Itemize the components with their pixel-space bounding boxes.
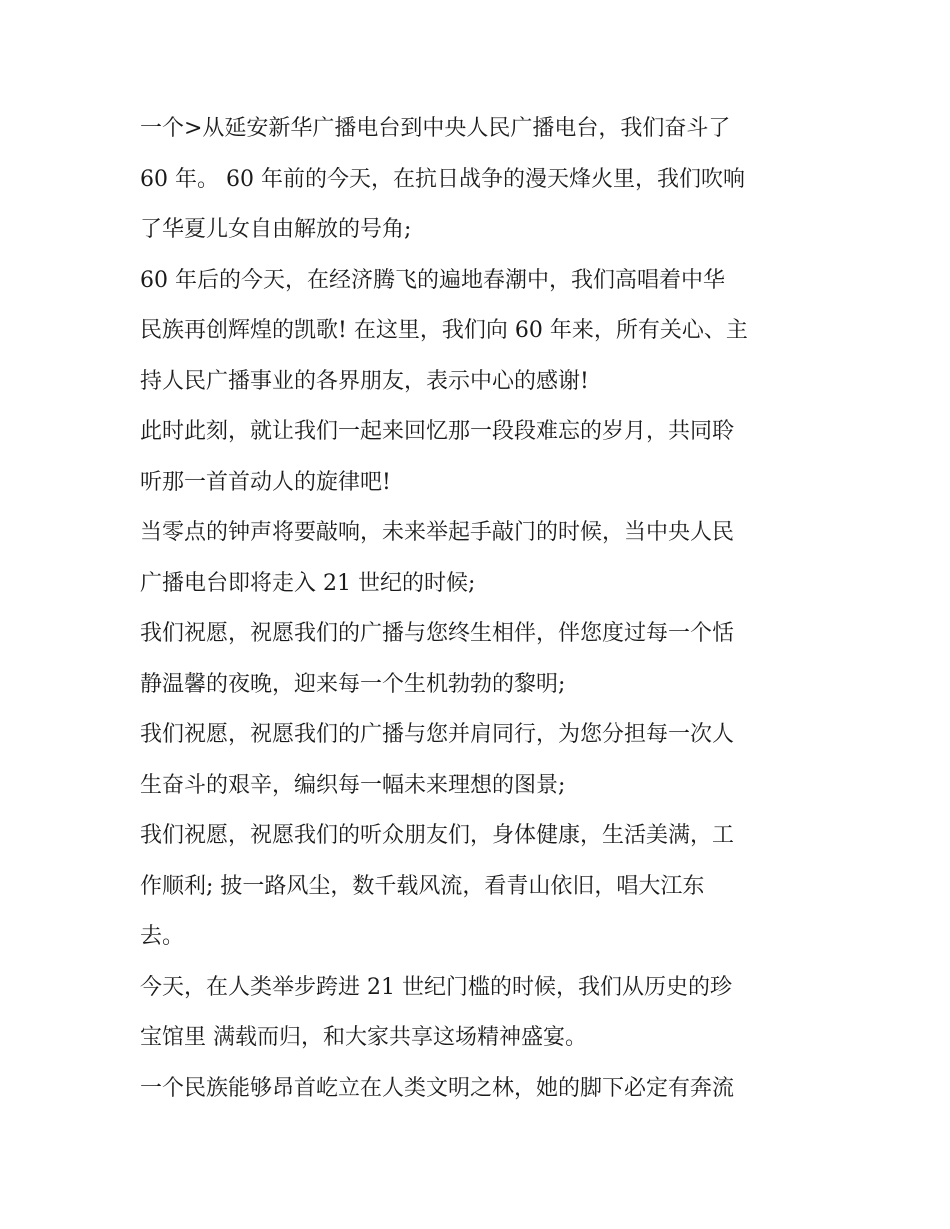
text-line: 60 年。 60 年前的今天，在抗日战争的漫天烽火里，我们吹响 [140,166,745,192]
text-line: 广播电台即将走入 21 世纪的时候; [140,570,476,596]
text-line: 一个民族能够昂首屹立在人类文明之林，她的脚下必定有奔流 [140,1075,735,1101]
text-line: 今天，在人类举步跨进 21 世纪门槛的时候，我们从历史的珍 [140,974,732,1000]
text-line: 静温馨的夜晚，迎来每一个生机勃勃的黎明; [140,671,566,697]
text-line: 了华夏儿女自由解放的号角; [140,217,412,242]
text-line: 持人民广播事业的各界朋友，表示中心的感谢! [140,368,589,394]
text-line: 宝馆里 满载而归，和大家共享这场精神盛宴。 [140,1025,587,1050]
document-body [140,104,820,1114]
text-line: 一个>从延安新华广播电台到中央人民广播电台，我们奋斗了 [140,116,731,141]
text-line: 民族再创辉煌的凯歌! 在这里，我们向 60 年来，所有关心、主 [140,318,748,343]
text-line: 作顺利; 披一路风尘，数千载风流，看青山依旧，唱大江东 [140,873,705,899]
text-line: 生奋斗的艰辛，编织每一幅未来理想的图景; [140,772,566,798]
text-line: 我们祝愿，祝愿我们的广播与您并肩同行，为您分担每一次人 [140,722,735,747]
text-line: 60 年后的今天，在经济腾飞的遍地春潮中，我们高唱着中华 [140,267,725,293]
text-line: 此时此刻，就让我们一起来回忆那一段段难忘的岁月，共同聆 [140,419,735,444]
text-line: 我们祝愿，祝愿我们的广播与您终生相伴，伴您度过每一个恬 [140,621,735,646]
text-line: 当零点的钟声将要敲响，未来举起手敲门的时候，当中央人民 [140,520,735,545]
text-line: 去。 [140,924,185,949]
text-line: 听那一首首动人的旋律吧! [140,469,391,495]
text-line: 我们祝愿，祝愿我们的听众朋友们，身体健康，生活美满，工 [140,823,735,848]
